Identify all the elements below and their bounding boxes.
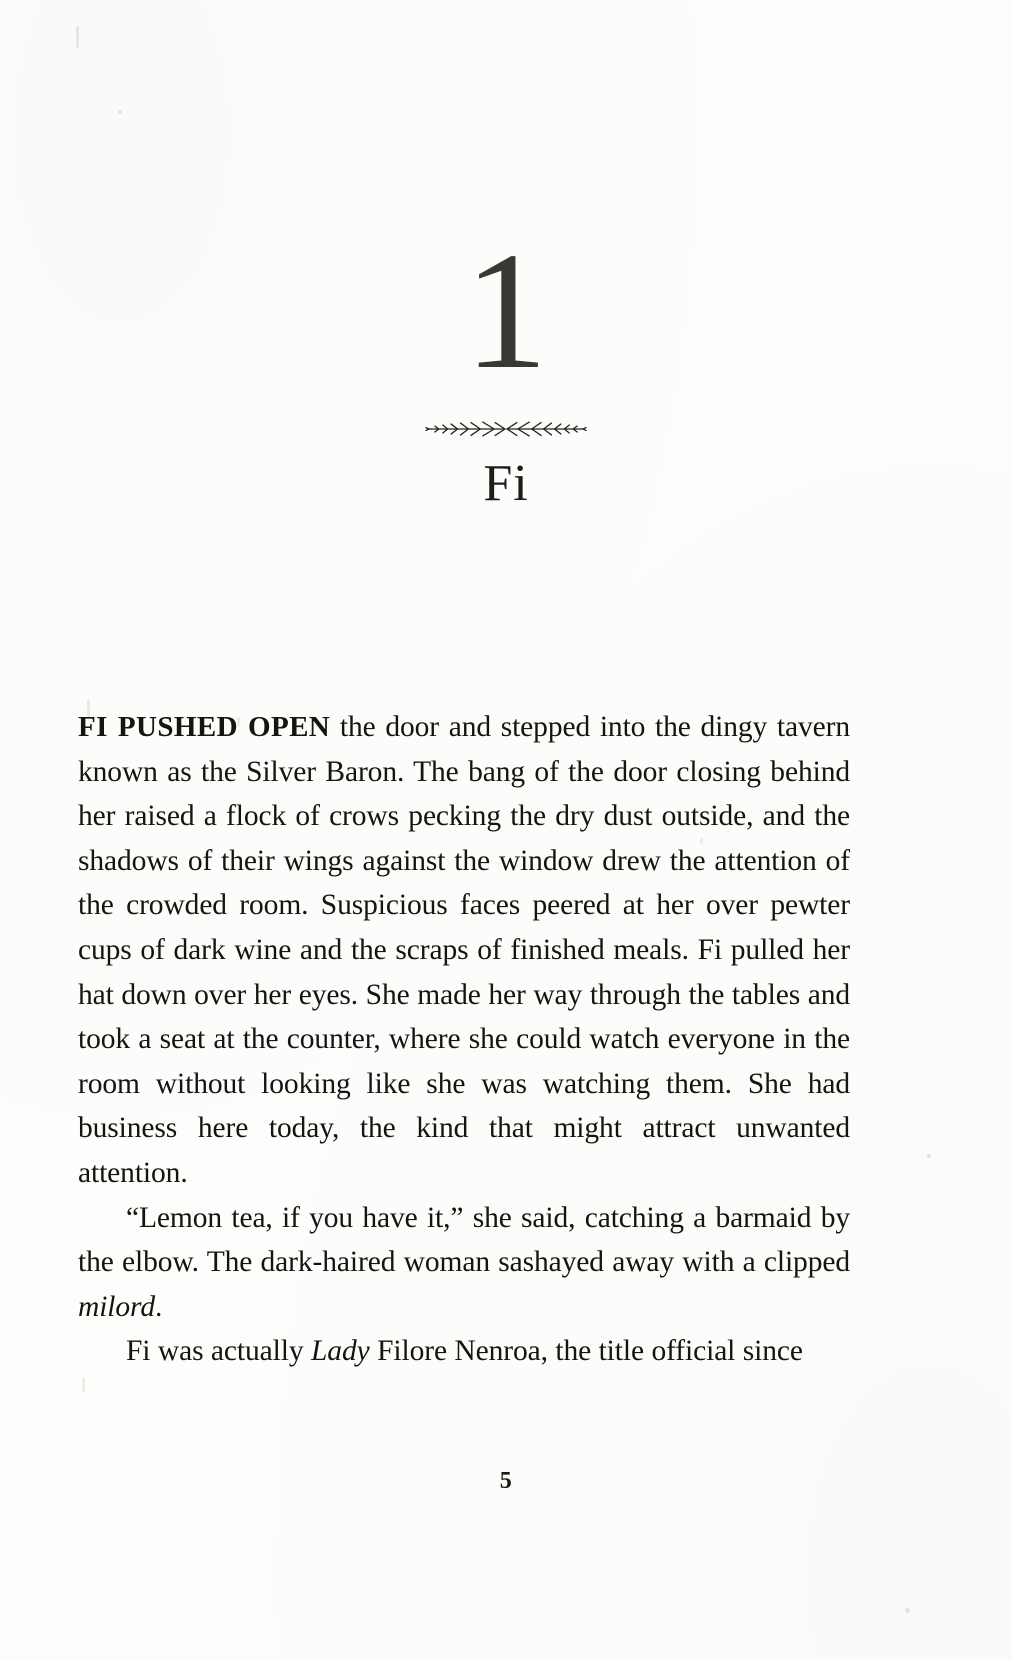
scan-artifact-speck (76, 26, 79, 48)
paragraph-3-text-b: Filore Nenroa, the title official since (369, 1335, 803, 1368)
paragraph-1 (78, 705, 850, 1196)
scan-artifact-speck (118, 110, 122, 114)
paragraph-3-text-a: Fi was actually (126, 1335, 311, 1368)
opening-small-caps: FI PUSHED OPEN (78, 711, 331, 743)
paragraph-2-italic-milord: milord (78, 1290, 155, 1323)
chapter-number: 1 (464, 218, 548, 404)
chapter-heading (0, 218, 1012, 512)
scan-artifact-speck (927, 1154, 931, 1158)
paragraph-2 (78, 1196, 850, 1330)
scan-artifact-speck (82, 1378, 85, 1392)
scan-artifact-speck (905, 1608, 910, 1613)
paragraph-2-text-b: . (154, 1290, 163, 1323)
body-text (78, 705, 850, 1374)
paragraph-1-text: the door and stepped into the dingy tavern known as the Silver Baron. The bang of the door closing behind her raised a flock of crows pecking the dry dust outside, and the shadows of their wings against the window drew the attention of the crowded room. Suspicious faces peered at her over pewter cups of dark wine and the scraps of finished meals. Fi pulled her hat down over her eyes. She made her way through the tables and took a seat at the counter, where she could watch everyone in the room without looking like she was watching them. She had business here today, the kind that might attract unwanted attention. (78, 711, 850, 1189)
double-arrow-flourish-ornament (422, 412, 590, 446)
page-number: 5 (499, 1468, 513, 1494)
paragraph-2-text-a: “Lemon tea, if you have it,” she said, catching a barmaid by the elbow. The dark-haired woman sashayed away with a clipped (78, 1201, 850, 1279)
chapter-title: Fi (483, 455, 529, 512)
paragraph-3 (78, 1329, 850, 1374)
paragraph-3-italic-lady: Lady (310, 1335, 370, 1368)
